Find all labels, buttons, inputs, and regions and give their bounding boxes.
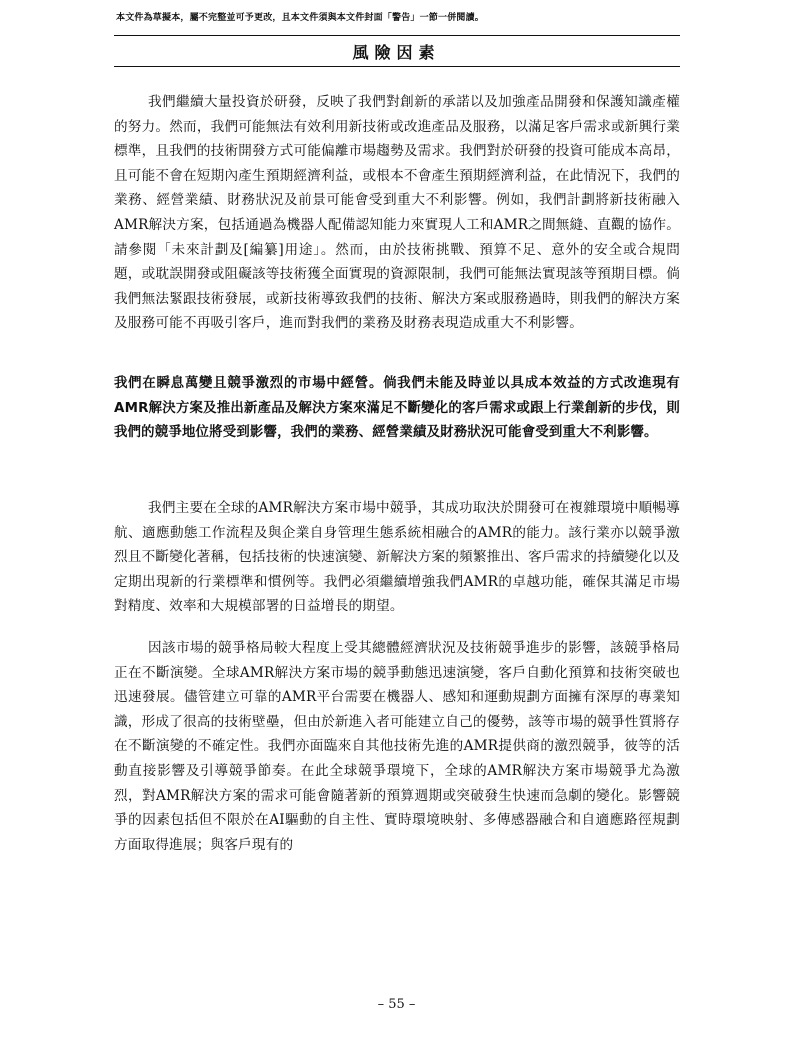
paragraph-amr-market: 我們主要在全球的AMR解決方案市場中競爭，其成功取決於開發可在複雜環境中順暢導航、適應動態工作流程及與企業自身管理生態系統相融合的AMR的能力。該行業亦以競爭激烈且不斷變化著稱，包括技術的快速演變、新解決方案的頻繁推出、客戶需求的持續變化以及定期出現新的行業標準和慣例等。我們必須繼續增強我們AMR的卓越功能，確保其滿足市場對精度、效率和大規模部署的日益增長的期望。 bbox=[114, 500, 680, 615]
page-number: – 55 – bbox=[377, 997, 416, 1012]
draft-notice: 本文件為草擬本，屬不完整並可予更改，且本文件須與本文件封面「警告」一節一併閱讀。 bbox=[116, 13, 485, 23]
header-rule-top bbox=[114, 35, 680, 36]
risk-heading-competition: 我們在瞬息萬變且競爭激烈的市場中經營。倘我們未能及時並以具成本效益的方式改進現有AMR解決方案及推出新產品及解決方案來滿足不斷變化的客戶需求或跟上行業創新的步伐，則我們的競爭地位將受到影響，我們的業務、經營業績及財務狀況可能會受到重大不利影響。 bbox=[114, 376, 680, 441]
paragraph-competitive-landscape: 因該市場的競爭格局較大程度上受其總體經濟狀況及技術競爭進步的影響，該競爭格局正在不斷演變。全球AMR解決方案市場的競爭動態迅速演變，客戶自動化預算和技術突破也迅速發展。儘管建立可靠的AMR平台需要在機器人、感知和運動規劃方面擁有深厚的專業知識，形成了很高的技術壁壘，但由於新進入者可能建立自己的優勢，該等市場的競爭性質將存在不斷演變的不確定性。我們亦面臨來自其他技術先進的AMR提供商的激烈競爭，彼等的活動直接影響及引導競爭節奏。在此全球競爭環境下，全球的AMR解決方案市場競爭尤為激烈，對AMR解決方案的需求可能會隨著新的預算週期或突破發生快速而急劇的變化。影響競爭的因素包括但不限於在AI驅動的自主性、實時環境映射、多傳感器融合和自適應路徑規劃方面取得進展；與客戶現有的 bbox=[114, 640, 680, 853]
paragraph-rnd-investment: 我們繼續大量投資於研發，反映了我們對創新的承諾以及加強產品開發和保護知識產權的努力。然而，我們可能無法有效利用新技術或改進產品及服務，以滿足客戶需求或新興行業標準，且我們的技術開發方式可能偏離市場趨勢及需求。我們對於研發的投資可能成本高昂，且可能不會在短期內產生預期經濟利益，或根本不會產生預期經濟利益，在此情況下，我們的業務、經營業績、財務狀況及前景可能會受到重大不利影響。例如，我們計劃將新技術融入AMR解決方案，包括通過為機器人配備認知能力來實現人工和AMR之間無縫、直觀的協作。請參閱「未來計劃及[編纂]用途」。然而，由於技術挑戰、預算不足、意外的安全或合規問題，或耽誤開發或阻礙該等技術獲全面實現的資源限制，我們可能無法實現該等預期目標。倘我們無法緊跟技術發展，或新技術導致我們的技術、解決方案或服務過時，則我們的解決方案及服務可能不再吸引客戶，進而對我們的業務及財務表現造成重大不利影響。 bbox=[114, 94, 680, 332]
section-title: 風險因素 bbox=[352, 43, 441, 62]
header-rule-bottom bbox=[114, 66, 680, 67]
